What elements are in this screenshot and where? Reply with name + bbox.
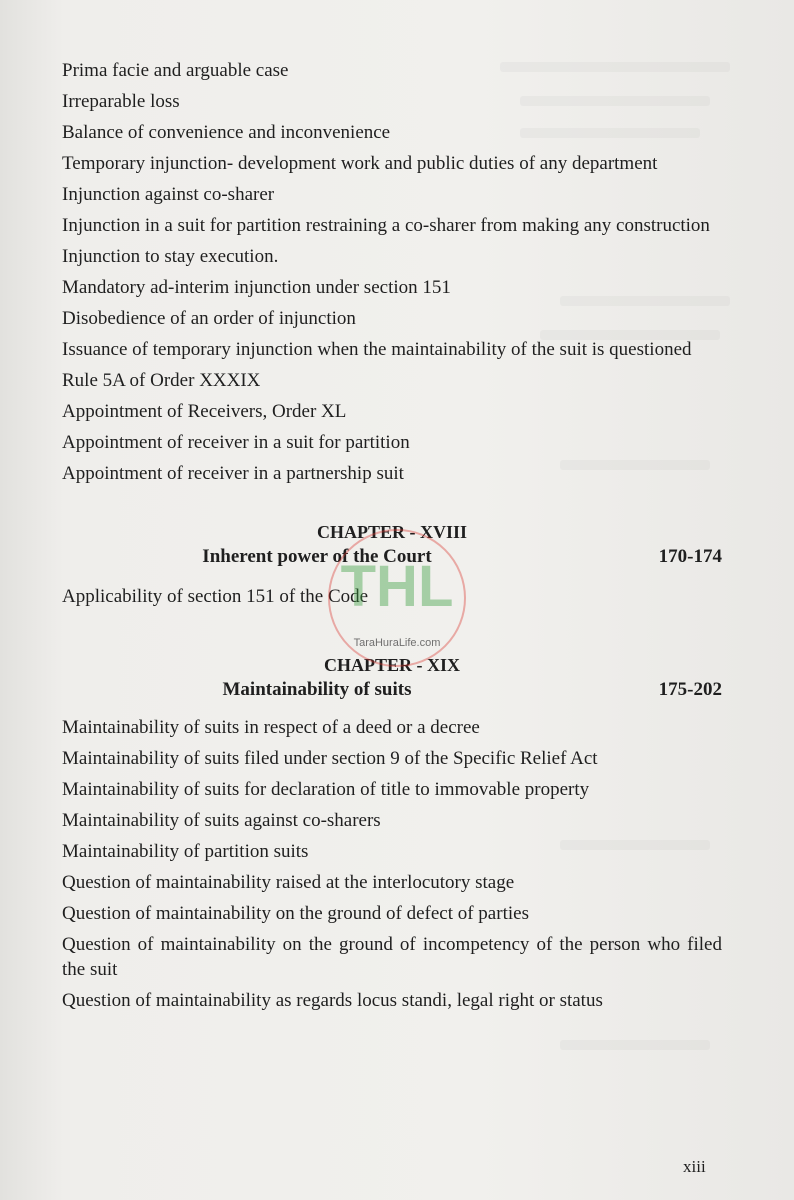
index-entry: Maintainability of partition suits xyxy=(62,841,309,862)
index-entry: Injunction against co-sharer xyxy=(62,184,275,205)
index-entry: Question of maintainability raised at the interlocutory stage xyxy=(62,872,515,893)
index-entry: Appointment of receiver in a suit for partition xyxy=(62,432,410,453)
index-entry: Mandatory ad-interim injunction under section 151 xyxy=(62,277,451,298)
chapter-xix-title-row xyxy=(62,677,722,703)
index-entry: Maintainability of suits filed under section 9 of the Specific Relief Act xyxy=(62,748,598,769)
index-entry: Applicability of section 151 of the Code xyxy=(62,586,369,607)
index-entry: Irreparable loss xyxy=(62,91,180,112)
index-entry: Appointment of Receivers, Order XL xyxy=(62,401,347,422)
chapter-xix-title: Maintainability of suits xyxy=(222,679,412,700)
watermark-logo-text: THL xyxy=(340,554,454,619)
index-entry: Maintainability of suits against co-sharers xyxy=(62,810,381,831)
index-entry: Injunction in a suit for partition restraining a co-sharer from making any construction xyxy=(62,215,710,236)
index-entry: Rule 5A of Order XXXIX xyxy=(62,370,261,391)
index-entry: Injunction to stay execution. xyxy=(62,246,279,267)
index-entry: Disobedience of an order of injunction xyxy=(62,308,356,329)
chapter-xviii-title: Inherent power of the Court xyxy=(202,546,432,567)
index-content xyxy=(62,58,722,1019)
page-number: xiii xyxy=(683,1157,706,1176)
chapter-xviii-heading: CHAPTER - XVIII xyxy=(316,522,467,542)
watermark-site-text: TaraHuraLife.com xyxy=(353,637,441,649)
chapter-xviii-title-row xyxy=(62,544,722,570)
index-entry: Maintainability of suits in respect of a deed or a decree xyxy=(62,717,480,738)
chapter-xix-pages: 175-202 xyxy=(658,679,722,700)
chapter-xix-heading: CHAPTER - XIX xyxy=(323,655,460,675)
index-entry: Question of maintainability on the ground of incompetency of the person who filed the suit xyxy=(62,934,722,980)
entries-list-chapter-xix xyxy=(62,715,722,1013)
index-entry: Balance of convenience and inconvenience xyxy=(62,122,391,143)
index-entry: Prima facie and arguable case xyxy=(62,60,289,81)
index-entry: Issuance of temporary injunction when the maintainability of the suit is questioned xyxy=(62,339,692,360)
entries-list-top xyxy=(62,58,722,486)
index-entry: Question of maintainability on the ground of defect of parties xyxy=(62,903,529,924)
index-entry: Question of maintainability as regards locus standi, legal right or status xyxy=(62,990,603,1011)
index-entry: Temporary injunction- development work and public duties of any department xyxy=(62,153,658,174)
chapter-xviii-pages: 170-174 xyxy=(658,546,722,567)
entries-list-chapter-xviii xyxy=(62,584,722,609)
index-entry: Appointment of receiver in a partnership suit xyxy=(62,463,404,484)
index-entry: Maintainability of suits for declaration of title to immovable property xyxy=(62,779,590,800)
